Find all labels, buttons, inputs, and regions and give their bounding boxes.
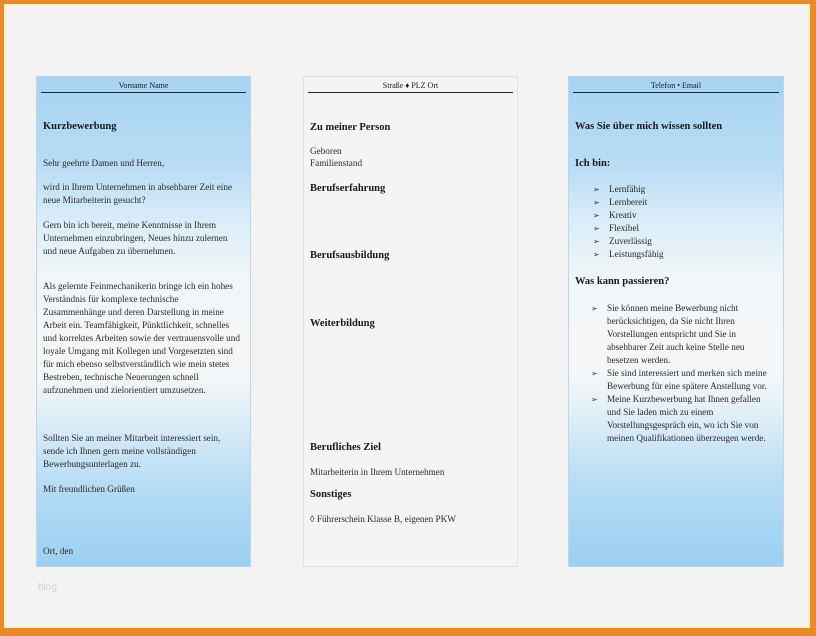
middle-panel [304, 77, 517, 566]
salutation: Sehr geehrte Damen und Herren, [43, 158, 165, 168]
marital-status-label: Familienstand [310, 158, 363, 168]
section-further-education: Weiterbildung [310, 318, 375, 329]
right-panel-header: Telefon • Email [573, 77, 779, 93]
brochure-title: Kurzbewerbung [43, 121, 117, 132]
what-can-happen-label: Was kann passieren? [575, 276, 670, 287]
closing: Mit freundlichen Grüßen [43, 484, 135, 494]
traits-list [593, 183, 664, 261]
career-goal-text: Mitarbeiterin in Ihrem Unternehmen [310, 467, 445, 477]
section-career-goal: Berufliches Ziel [310, 442, 381, 453]
paragraph-motivation: Gern bin ich bereit, meine Kenntnisse in Ihrem Unternehmen einzubringen, Neues hinzu zulernen und neue Aufgaben zu übernehmen. [43, 220, 228, 256]
misc-item [310, 513, 509, 526]
misc-text: Führerschein Klasse B, eigenen PKW [316, 514, 456, 524]
arrow-bullet-icon: ➢ [593, 198, 600, 207]
arrow-bullet-icon: ➢ [593, 250, 600, 259]
arrow-bullet-icon: ➢ [593, 237, 600, 246]
section-misc: Sonstiges [310, 489, 352, 500]
watermark: blog [38, 582, 57, 593]
paragraph-intro: wird in Ihrem Unternehmen in absehbarer Zeit eine neue Mitarbeiterin gesucht? [43, 182, 233, 205]
arrow-bullet-icon: ➢ [593, 185, 600, 194]
list-item: ➢ Zuverlässig [593, 236, 652, 246]
list-item: ➢ Meine Kurzbewerbung hat Ihnen gefallen und Sie laden mich zu einem Vorstellungsgespräch ein, wo ich Sie von meinen Qualifikationen überzeugen werde. [591, 394, 766, 443]
list-item: ➢ Sie sind interessiert und merken sich meine Bewerbung für eine spätere Anstellung vor. [591, 368, 767, 391]
paragraph-offer: Sollten Sie an meiner Mitarbeit interessiert sein, sende ich Ihnen gern meine vollständigen Bewerbungsunterlagen zu. [43, 433, 221, 469]
list-item: ➢ Kreativ [593, 210, 637, 220]
section-experience: Berufserfahrung [310, 183, 386, 194]
born-label: Geboren [310, 146, 342, 156]
section-about-me: Was Sie über mich wissen sollten [575, 121, 723, 132]
middle-panel-header: Straße ♦ PLZ Ort [308, 77, 513, 93]
left-panel-header: Vorname Name [41, 77, 246, 93]
list-item: ➢ Sie können meine Bewerbung nicht berücksichtigen, da Sie nicht Ihren Vorstellungen entspricht und Sie in absehbarer Zeit auch keine Stelle neu besetzen werden. [591, 303, 745, 365]
i-am-label: Ich bin: [575, 158, 611, 169]
left-panel [37, 77, 250, 566]
list-item: ➢ Lernfähig [593, 184, 646, 194]
section-person: Zu meiner Person [310, 122, 391, 133]
arrow-bullet-icon: ➢ [593, 224, 600, 233]
list-item: ➢ Lernbereit [593, 197, 648, 207]
list-item: ➢ Leistungsfähig [593, 249, 664, 259]
arrow-bullet-icon: ➢ [591, 304, 598, 313]
arrow-bullet-icon: ➢ [591, 395, 598, 404]
arrow-bullet-icon: ➢ [591, 369, 598, 378]
right-panel [569, 77, 783, 566]
list-item: ➢ Flexibel [593, 223, 640, 233]
place-date: Ort, den [43, 546, 74, 556]
section-training: Berufsausbildung [310, 250, 390, 261]
arrow-bullet-icon: ➢ [593, 211, 600, 220]
diamond-bullet-icon: ◊ [310, 514, 315, 524]
outcomes-list [591, 302, 773, 445]
paragraph-qualifications: Als gelernte Feinmechanikerin bringe ich ein hohes Verständnis für komplexe technische Zusammenhänge und deren Darstellung in meine Arbeit ein. Teamfähigkeit, Pünktlichkeit, schnelles und korrektes Arbeiten sowie der vertrauensvolle und loyale Umgang mit Kollegen und Vorgesetzten sind für mich ebenso selbstverständlich wie mein stetes Bestreben, technische Neuerungen schnell aufzunehmen und zielorientiert umzusetzen. [43, 281, 240, 395]
